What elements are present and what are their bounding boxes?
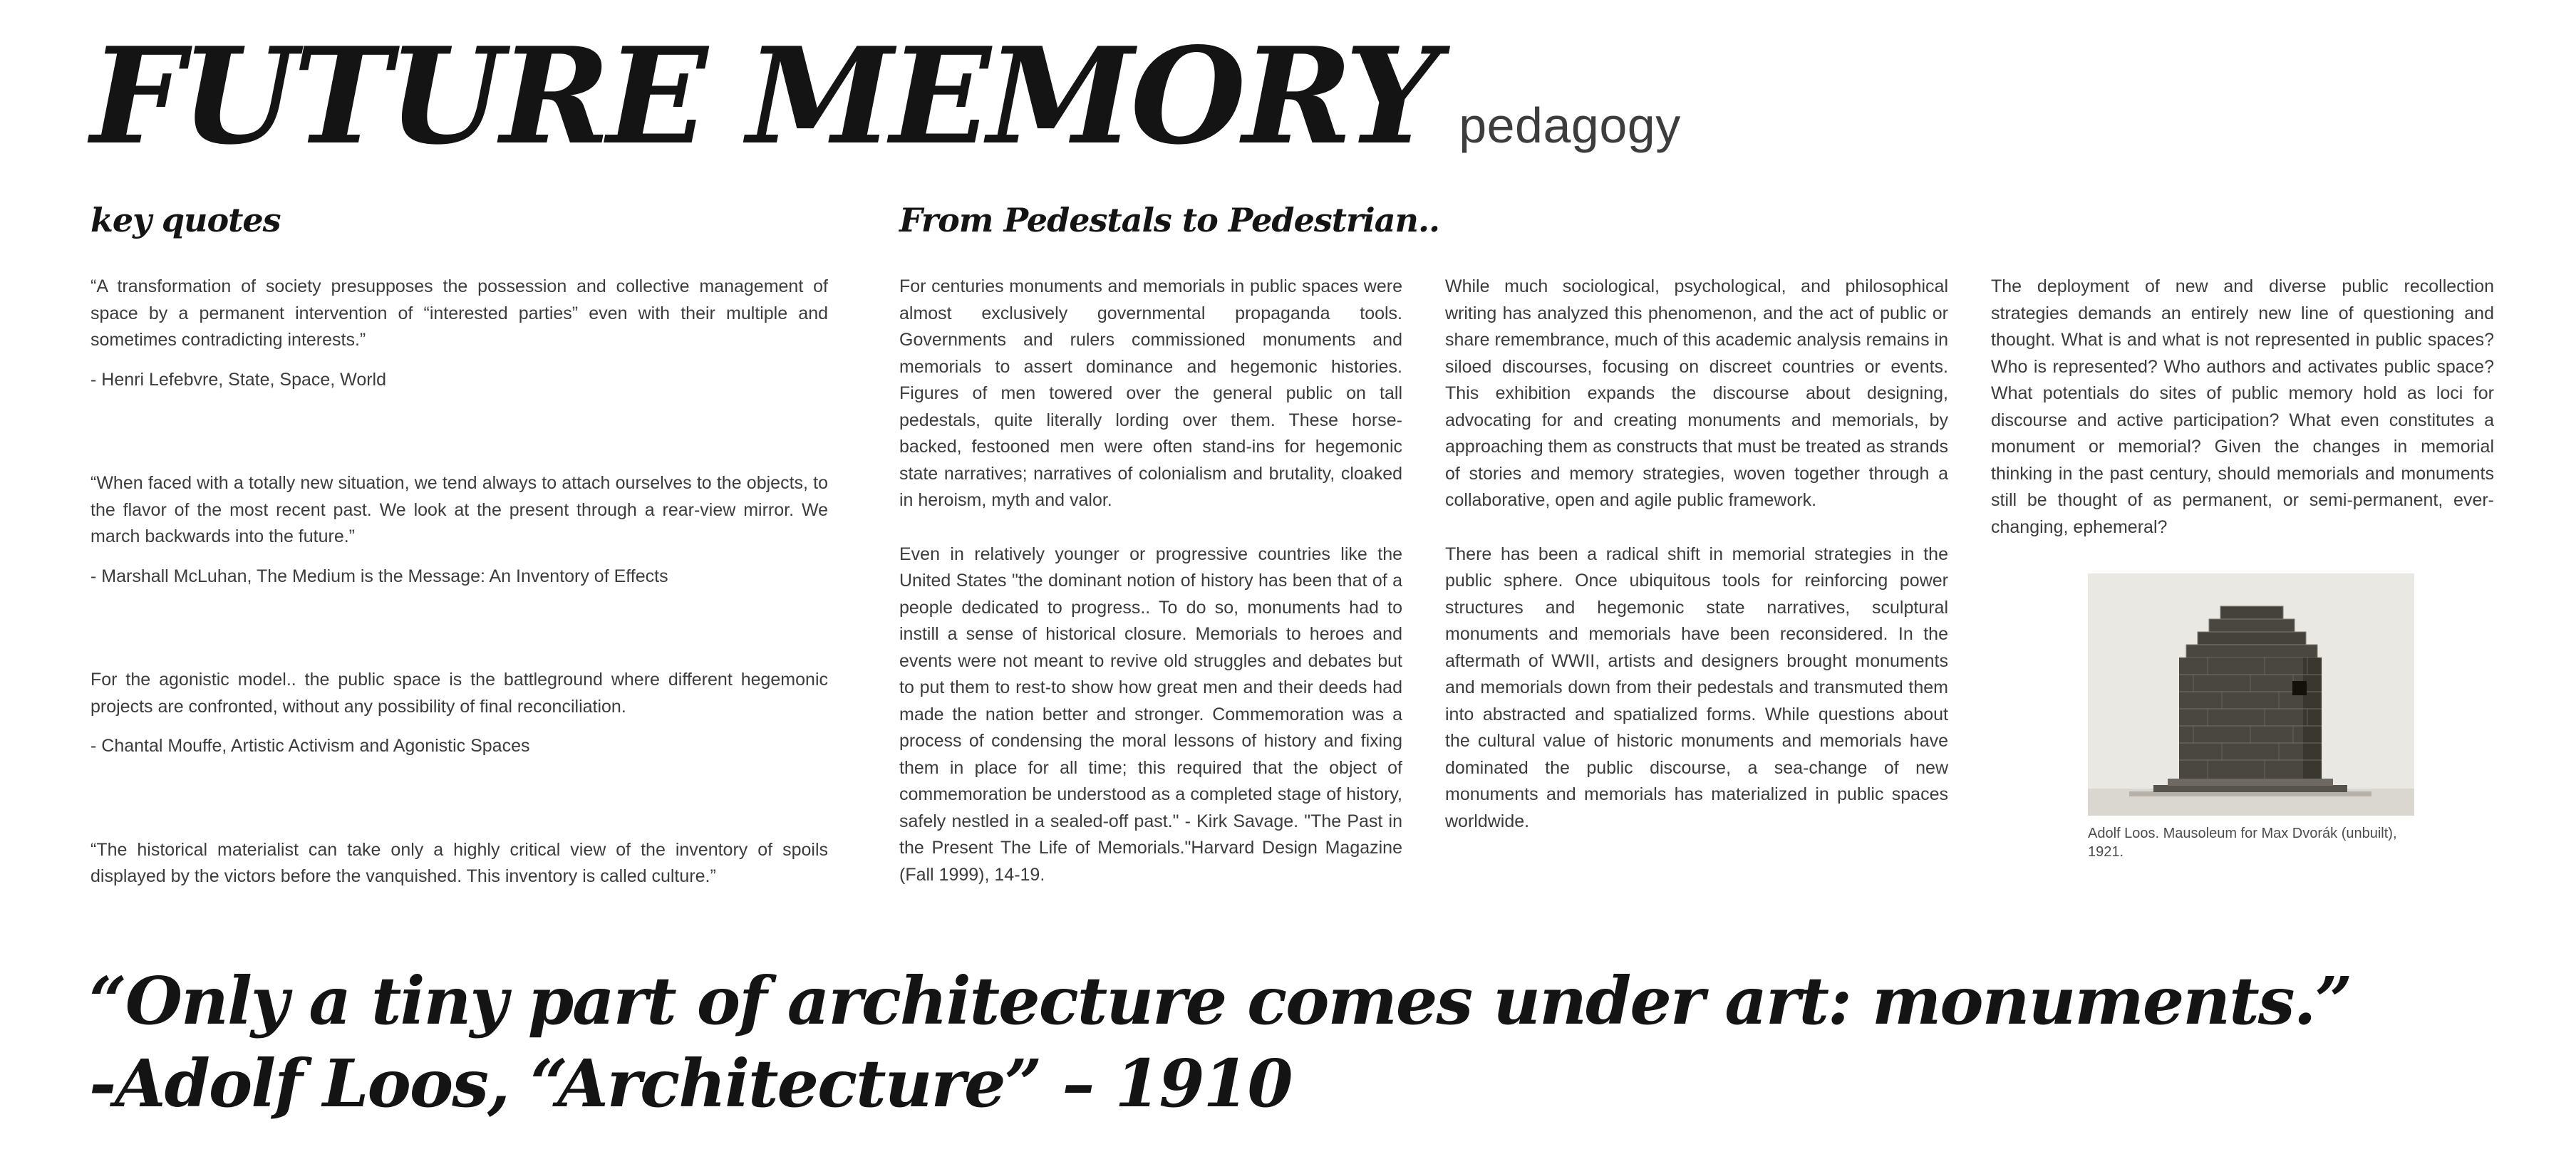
- quote-block-benjamin: [90, 837, 828, 890]
- column-spacer: [1991, 201, 2494, 274]
- key-quotes-heading-row: [90, 201, 828, 274]
- quote-text: “When faced with a totally new situation, we tend always to attach ourselves to the objects, to the flavor of the most recent past. We look at the present through a rear-view mirror. We march backwards into the future.”: [90, 473, 828, 546]
- essay-column-2: [1445, 201, 1948, 862]
- essay-heading-row: [899, 201, 1439, 274]
- quote-text: For the agonistic model.. the public space is the battleground where different hegemonic projects are confronted, without any possibility of final reconciliation.: [90, 670, 828, 717]
- quote-text: “The historical materialist can take only a highly critical view of the inventory of spoils displayed by the victors before the vanquished. This inventory is called culture.”: [90, 839, 828, 886]
- quote-block-mouffe: [90, 667, 828, 760]
- quote-attribution: - Henri Lefebvre, State, Space, World: [90, 369, 387, 390]
- footer-quote: [89, 960, 2351, 1126]
- essay-paragraph: For centuries monuments and memorials in public spaces were almost exclusively governmental propaganda tools. Governments and rulers commissioned monuments and memorials to assert dominance and hegemonic histories. Figures of men towered over the general public on tall pedestals, quite literally lording over them. These horse-backed, festooned men were often stand-ins for hegemonic state narratives; narratives of colonialism and brutality, cloaked in heroism, myth and valor.: [899, 276, 1402, 510]
- main-content: [90, 201, 2494, 967]
- essay-column-1: [899, 201, 1439, 915]
- key-quotes-heading: key quotes: [90, 201, 281, 239]
- essay-paragraph: The deployment of new and diverse public recollection strategies demands an entirely new line of questioning and thought. What is and what is not represented in public spaces? Who is represented? Who authors and activates public space? What potentials do sites of public memory hold as loci for discourse and active participation? What even constitutes a monument or memorial? Given the changes in memorial thinking in the past century, should memorials and monuments still be thought of as permanent, or semi-permanent, ever-changing, ephemeral?: [1991, 276, 2494, 537]
- key-quotes-column: [90, 201, 828, 967]
- quote-block-mcluhan: [90, 470, 828, 590]
- quote-attribution: - Marshall McLuhan, The Medium is the Message: An Inventory of Effects: [90, 566, 668, 586]
- essay-paragraph: Even in relatively younger or progressive countries like the United States "the dominant notion of history has been that of a people dedicated to progress.. To do so, monuments had to instill a sense of historical closure. Memorials to heroes and events were not meant to revive old struggles and debates but to put them to rest-to show how great men and their deeds had made the nation better and stronger. Commemoration was a process of condensing the moral lessons of history and fixing them in place for all time; this required that the object of commemoration be understood as a completed stage of history, safely nestled in a sealed-off past." - Kirk Savage. "The Past in the Present The Life of Memorials."Harvard Design Magazine (Fall 1999), 14-19.: [899, 544, 1402, 885]
- figure-caption: Adolf Loos. Mausoleum for Max Dvorák (unbuilt), 1921.: [2088, 826, 2397, 860]
- column-spacer: [1445, 201, 1948, 274]
- page-subtitle: pedagogy: [1459, 98, 1681, 153]
- quote-text: “A transformation of society presupposes the possession and collective management of space by a permanent intervention of “interested parties” even with their multiple and sometimes contradicting interests.”: [90, 276, 828, 350]
- mausoleum-figure: [2088, 573, 2414, 861]
- quote-block-lefebvre: [90, 274, 828, 393]
- essay-paragraph: While much sociological, psychological, and philosophical writing has analyzed this phenomenon, and the act of public or share remembrance, much of this academic analysis remains in siloed discourses, focusing on discreet countries or events. This exhibition expands the discourse about designing, advocating for and creating monuments and memorials, by approaching them as constructs that must be treated as strands of stories and memory strategies, woven together through a collaborative, open and agile public framework.: [1445, 276, 1948, 510]
- quote-attribution: - Chantal Mouffe, Artistic Activism and Agonistic Spaces: [90, 736, 530, 756]
- header: [90, 18, 1681, 174]
- essay-column-3: [1991, 201, 2494, 861]
- footer-quote-line1: “Only a tiny part of architecture comes under art: monuments.”: [89, 962, 2352, 1039]
- essay-heading: From Pedestals to Pedestrian..: [899, 201, 1439, 239]
- mausoleum-photo: [2088, 573, 2414, 816]
- page-title: FUTURE MEMORY: [90, 18, 1437, 174]
- footer-quote-line2: -Adolf Loos, “Architecture” – 1910: [89, 1044, 1292, 1122]
- essay-paragraph: There has been a radical shift in memorial strategies in the public sphere. Once ubiquitous tools for reinforcing power structures and hegemonic state narratives, sculptural monuments and memorials have been reconsidered. In the aftermath of WWII, artists and designers brought monuments and memorials down from their pedestals and transmuted them into abstracted and spatialized forms. While questions about the cultural value of historic monuments and memorials have dominated the public discourse, a sea-change of new monuments and memorials has materialized in public spaces worldwide.: [1445, 544, 1948, 831]
